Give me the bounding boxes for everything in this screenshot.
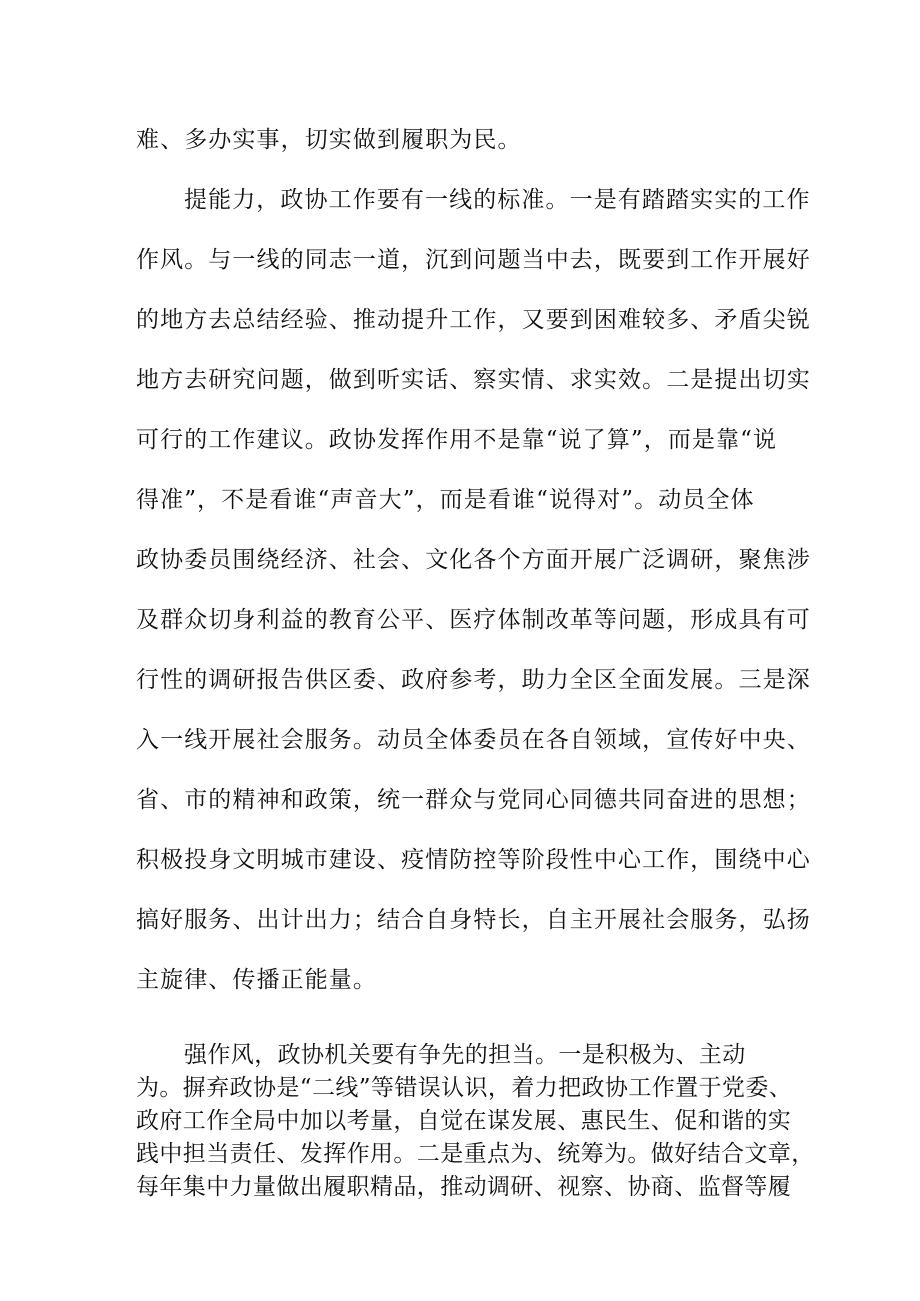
text-line: 可行的工作建议。政协发挥作用不是靠“说了算”，而是靠“说 — [136, 427, 778, 453]
text-line: 每年集中力量做出履职精品，推动调研、视察、协商、监督等履 — [136, 1174, 792, 1200]
text-line: 搞好服务、出计出力；结合自身特长，自主开展社会服务，弘扬 — [136, 907, 811, 933]
text-line: 提能力，政协工作要有一线的标准。一是有踏踏实实的工作 — [184, 187, 811, 213]
text-line: 得准”，不是看谁“声音大”，而是看谁“说得对”。动员全体 — [136, 487, 755, 513]
text-line: 政府工作全局中加以考量，自觉在谋发展、惠民生、促和谐的实 — [136, 1108, 792, 1134]
text-line: 省、市的精神和政策，统一群众与党同心同德共同奋进的思想； — [136, 787, 811, 813]
text-line: 积极投身文明城市建设、疫情防控等阶段性中心工作，围绕中心 — [136, 847, 811, 873]
text-line: 为。摒弃政协是“二线”等错误认识，着力把政协工作置于党委、 — [136, 1075, 793, 1101]
text-line: 行性的调研报告供区委、政府参考，助力全区全面发展。三是深 — [136, 667, 811, 693]
text-line: 地方去研究问题，做到听实话、察实情、求实效。二是提出切实 — [136, 367, 811, 393]
text-line: 强作风，政协机关要有争先的担当。一是积极为、主动 — [184, 1042, 746, 1068]
text-line: 的地方去总结经验、推动提升工作，又要到困难较多、矛盾尖锐 — [136, 307, 811, 333]
text-line: 践中担当责任、发挥作用。二是重点为、统筹为。做好结合文章， — [136, 1141, 815, 1167]
text-line: 政协委员围绕经济、社会、文化各个方面开展广泛调研，聚焦涉 — [136, 547, 811, 573]
text-line: 作风。与一线的同志一道，沉到问题当中去，既要到工作开展好 — [136, 247, 811, 273]
text-line: 主旋律、传播正能量。 — [136, 967, 377, 993]
text-line: 难、多办实事，切实做到履职为民。 — [136, 127, 522, 153]
text-line: 入一线开展社会服务。动员全体委员在各自领域，宣传好中央、 — [136, 727, 811, 753]
text-line: 及群众切身利益的教育公平、医疗体制改革等问题，形成具有可 — [136, 607, 811, 633]
